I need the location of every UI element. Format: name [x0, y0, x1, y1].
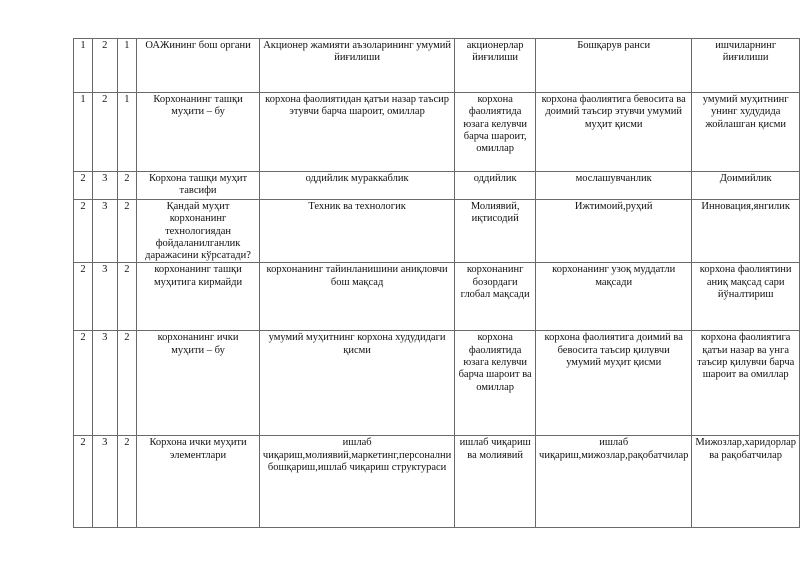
- question-cell: корхонанинг ички муҳити – бу: [137, 331, 260, 436]
- cell-col3: 2: [117, 263, 137, 331]
- cell-col2: 3: [93, 172, 118, 200]
- cell-col2: 3: [93, 331, 118, 436]
- cell-col2: 3: [93, 263, 118, 331]
- option-b-cell: Молиявий, иқтисодий: [455, 200, 536, 263]
- table-row: [74, 172, 800, 200]
- cell-col2: 3: [93, 436, 118, 528]
- cell-col3: 1: [117, 93, 137, 172]
- table-row: [74, 39, 800, 93]
- option-c-cell: мослашувчанлик: [536, 172, 692, 200]
- question-cell: корхонанинг ташқи муҳитига кирмайди: [137, 263, 260, 331]
- question-cell: Корхона ички муҳити элементлари: [137, 436, 260, 528]
- option-b-cell: оддийлик: [455, 172, 536, 200]
- option-d-cell: корхона фаолиятига қатъи назар ва унга таъсир қилувчи барча шароит ва омиллар: [692, 331, 800, 436]
- option-c-cell: Ижтимоий,руҳий: [536, 200, 692, 263]
- cell-col1: 2: [74, 172, 93, 200]
- table-row: [74, 263, 800, 331]
- question-cell: ОАЖининг бош органи: [137, 39, 260, 93]
- cell-col1: 2: [74, 436, 93, 528]
- question-cell: Корхонанинг ташқи муҳити – бу: [137, 93, 260, 172]
- table-row: [74, 331, 800, 436]
- cell-col1: 2: [74, 263, 93, 331]
- table-row: [74, 93, 800, 172]
- cell-col2: 3: [93, 200, 118, 263]
- option-d-cell: Доимийлик: [692, 172, 800, 200]
- option-d-cell: корхона фаолиятини аниқ мақсад сари йўналтириш: [692, 263, 800, 331]
- cell-col3: 1: [117, 39, 137, 93]
- option-c-cell: корхона фаолиятига доимий ва бевосита таъсир қилувчи умумий муҳит қисми: [536, 331, 692, 436]
- option-c-cell: Бошқарув ранси: [536, 39, 692, 93]
- cell-col1: 1: [74, 39, 93, 93]
- option-d-cell: умумий муҳитнинг унинг худудида жойлашган қисми: [692, 93, 800, 172]
- cell-col3: 2: [117, 436, 137, 528]
- option-d-cell: Инновация,янгилик: [692, 200, 800, 263]
- option-a-cell: оддийлик мураккаблик: [259, 172, 454, 200]
- cell-col1: 1: [74, 93, 93, 172]
- table-row: [74, 436, 800, 528]
- option-b-cell: ишлаб чиқариш ва молиявий: [455, 436, 536, 528]
- option-a-cell: Акционер жамияти аъзоларининг умумий йиғилиши: [259, 39, 454, 93]
- option-a-cell: корхонанинг тайинланишини аниқловчи бош мақсад: [259, 263, 454, 331]
- option-b-cell: корхона фаолиятида юзага келувчи барча шароит ва омиллар: [455, 331, 536, 436]
- option-c-cell: корхонанинг узоқ муддатли мақсади: [536, 263, 692, 331]
- question-cell: Корхона ташқи муҳит тавсифи: [137, 172, 260, 200]
- option-d-cell: ишчиларнинг йиғилиши: [692, 39, 800, 93]
- cell-col1: 2: [74, 331, 93, 436]
- cell-col2: 2: [93, 93, 118, 172]
- option-c-cell: ишлаб чиқариш,мижозлар,рақобатчилар: [536, 436, 692, 528]
- option-a-cell: Техник ва технологик: [259, 200, 454, 263]
- cell-col3: 2: [117, 172, 137, 200]
- cell-col1: 2: [74, 200, 93, 263]
- question-cell: Қандай муҳит корхонанинг технологиядан фойдаланилганлик даражасини кўрсатади?: [137, 200, 260, 263]
- option-a-cell: умумий муҳитнинг корхона худудидаги қисми: [259, 331, 454, 436]
- cell-col2: 2: [93, 39, 118, 93]
- option-a-cell: корхона фаолиятидан қатъи назар таъсир этувчи барча шароит, омиллар: [259, 93, 454, 172]
- option-c-cell: корхона фаолиятига бевосита ва доимий таъсир этувчи умумий муҳит қисми: [536, 93, 692, 172]
- table-row: [74, 200, 800, 263]
- option-a-cell: ишлаб чиқариш,молиявий,маркетинг,персонални бошқариш,ишлаб чиқариш структураси: [259, 436, 454, 528]
- questions-table: [73, 38, 800, 528]
- option-b-cell: корхонанинг бозордаги глобал мақсади: [455, 263, 536, 331]
- option-b-cell: корхона фаолиятида юзага келувчи барча шароит, омиллар: [455, 93, 536, 172]
- option-d-cell: Мижозлар,хаpидорлар ва рақобатчилар: [692, 436, 800, 528]
- cell-col3: 2: [117, 200, 137, 263]
- option-b-cell: акционерлар йиғилиши: [455, 39, 536, 93]
- cell-col3: 2: [117, 331, 137, 436]
